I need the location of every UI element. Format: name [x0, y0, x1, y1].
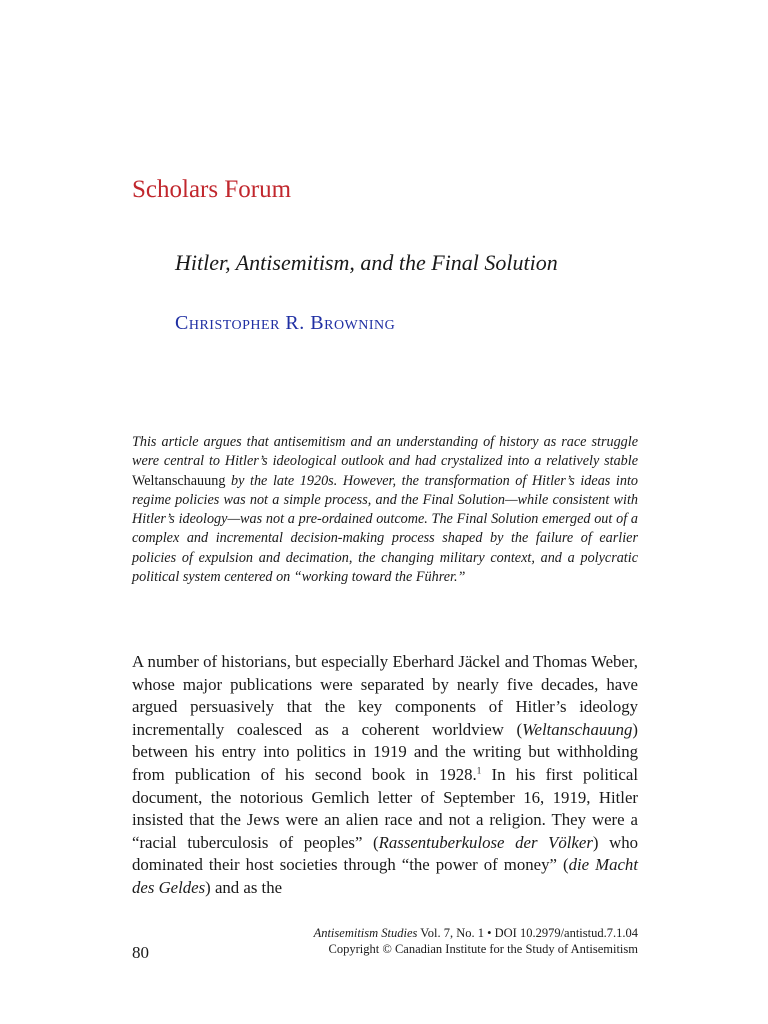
body-text-5: ) and as the	[205, 877, 283, 897]
footer-copyright: Copyright © Canadian Institute for the Study of Antisemitism	[328, 942, 638, 956]
body-text-1: A number of historians, but especially Eberhard Jäckel and Thomas Weber, whose major publications were separated by nearly five decades, have argued persuasively that the key components of Hitler’s ideology incrementally coalesced as a coherent worldview (	[132, 652, 638, 739]
footnote-marker[interactable]: 1	[476, 765, 482, 776]
page-number: 80	[132, 943, 149, 962]
body-text-2: ) between his entry into politics in 1919 and the writing but withholding from publication of his second book in 1928.	[132, 719, 638, 784]
abstract-text-1: This article argues that antisemitism and an understanding of history as race struggle were central to Hitler’s ideological outlook and had crystalized into a relatively stable	[132, 434, 638, 470]
abstract	[132, 433, 638, 587]
citation-details: Vol. 7, No. 1 • DOI 10.2979/antistud.7.1.04	[417, 926, 638, 940]
article-title: Hitler, Antisemitism, and the Final Solution	[175, 250, 558, 275]
body-italic-1: Weltanschauung	[522, 719, 633, 739]
body-text-4: ) who dominated their host societies through “the power of money” (	[132, 832, 638, 875]
body-paragraph	[132, 651, 638, 900]
body-italic-2: Rassentuberkulose der Völker	[378, 832, 593, 852]
body-text-3: In his first political document, the notorious Gemlich letter of September 16, 1919, Hitler insisted that the Jews were an alien race and not a religion. They were a “racial tuberculosis of peoples” (	[132, 764, 638, 852]
author-name: Christopher R. Browning	[175, 312, 396, 334]
footer-citation	[314, 926, 638, 941]
body-italic-3: die Macht des Geldes	[132, 855, 638, 897]
section-title: Scholars Forum	[132, 176, 292, 203]
abstract-term: Weltanschauung	[132, 472, 226, 489]
journal-name: Antisemitism Studies	[313, 926, 418, 940]
abstract-text-2: by the late 1920s. However, the transformation of Hitler’s ideas into regime policies was not a simple process, and the Final Solution—while consistent with Hitler’s ideology—was not a pre-ordained outcome. The Final Solution emerged out of a complex and incremental decision-making process shaped by the failure of earlier policies of expulsion and decimation, the changing military context, and a polycratic political system centered on “working toward the Führer.”	[132, 472, 638, 586]
